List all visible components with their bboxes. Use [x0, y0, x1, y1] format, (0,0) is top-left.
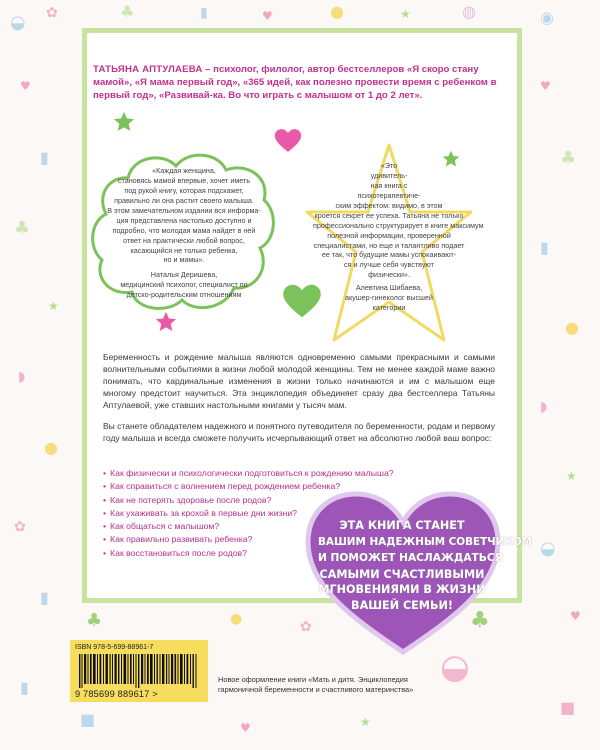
- gift-icon: ■: [560, 698, 576, 717]
- quote-text: [313, 161, 484, 280]
- quote-author-role: акушер-гинеколог высшей: [345, 293, 433, 303]
- quote-line: специалистами, но еще и талантливо подает: [313, 240, 465, 250]
- bottle-icon: ▮: [40, 148, 49, 167]
- ball-icon: ◉: [540, 8, 554, 27]
- sock-icon: ◗: [18, 369, 26, 385]
- star-tiny-icon: ★: [360, 715, 371, 729]
- onesie-icon: ♣: [120, 2, 135, 21]
- right-quote: [313, 161, 484, 313]
- bullet-icon: •: [103, 481, 107, 492]
- quote-line: психотерапевтиче-: [357, 190, 421, 200]
- author-name: ТАТЬЯНА АПТУЛАЕВА: [93, 64, 203, 75]
- star-icon: [113, 111, 135, 133]
- quote-line: физически».: [368, 270, 410, 280]
- slogan-line: ЭТА КНИГА СТАНЕТ: [339, 519, 465, 532]
- author-bio-text: – психолог, филолог, автор бестселлеров «Я скоро стану мамой», «Я мама первый год», «365 идей, как полезно провести время с ребенком в первый год», «Развивай-ка. Во что играть с малышом от 1 до 2 лет».: [93, 64, 497, 102]
- slogan-line: И ПОМОЖЕТ НАСЛАЖДАТЬСЯ: [318, 552, 503, 564]
- duck-icon: ●: [44, 438, 58, 457]
- heart-small-icon: ♥: [262, 9, 273, 23]
- quote-line: ответ на практически любой вопрос,: [123, 235, 245, 245]
- quote-line: касающийся не только ребенка,: [130, 245, 238, 255]
- quote-line: полезной информации, проверенной: [327, 230, 451, 240]
- heart-small-icon: ♥: [540, 79, 551, 93]
- gift-icon: ■: [80, 710, 96, 729]
- quote-line: «Это: [380, 161, 398, 170]
- quote-line: ее так, что будущие мамы успокаивают-: [321, 250, 457, 260]
- slogan-line: ВАШИМ НАДЕЖНЫМ СОВЕТЧИКОМ: [318, 535, 533, 548]
- bullet-icon: •: [103, 547, 107, 558]
- rattle-icon: ✿: [14, 519, 26, 535]
- description-paragraph: Вы станете обладателем надежного и понятного путеводителя по беременности, родам и первому году малыша и всегда сможете получить исчерпывающий ответ на абсолютно любой ваш вопрос:: [103, 421, 495, 444]
- bottle-icon: ▮: [40, 588, 49, 607]
- author-bio: [93, 63, 508, 102]
- bullet-icon: •: [103, 468, 107, 478]
- duck-icon: ●: [330, 2, 344, 21]
- bib-icon: ◍: [462, 2, 476, 21]
- isbn-block: [70, 640, 208, 702]
- duck-icon: ●: [230, 611, 243, 627]
- quote-author-role: детско-родительским отношениям: [126, 290, 242, 300]
- star-tiny-icon: ★: [48, 299, 59, 313]
- left-quote: [103, 166, 265, 300]
- question-text: Как восстановиться после родов?: [110, 547, 247, 558]
- quote-line: кроется секрет ее успеха. Татьяна не только: [314, 210, 464, 220]
- quote-line: ция представлена настолько доступно и: [116, 215, 252, 225]
- rattle-icon: ✿: [46, 5, 58, 21]
- onesie-icon: ♣: [470, 608, 490, 633]
- quote-line: правильно ли она растит своего малыша.: [114, 195, 254, 205]
- question-text: Как ухаживать за крохой в первые дни жизни?: [110, 507, 298, 518]
- barcode-icon: [77, 654, 201, 688]
- duck-icon: ●: [565, 318, 579, 337]
- bottle-icon: ▮: [200, 5, 208, 21]
- rattle-icon: ✿: [300, 619, 312, 635]
- carriage-icon: ◒: [540, 538, 556, 559]
- bullet-icon: •: [103, 507, 107, 518]
- quote-line: но и мамы».: [163, 255, 205, 265]
- list-item: [103, 467, 473, 480]
- quote-text: [103, 166, 265, 265]
- bullet-icon: •: [103, 494, 107, 505]
- onesie-icon: ♣: [560, 148, 577, 169]
- quote-line: становясь мамой впервые, хочет иметь: [117, 175, 251, 185]
- design-credit: Новое оформление книги «Мать и дитя. Энциклопедия гармоничной беременности и счастливого материнства»: [218, 675, 414, 694]
- carriage-icon: ◒: [440, 647, 470, 687]
- quote-author: Алевтина Шибаева,: [355, 283, 423, 293]
- quote-line: профессионально структурирует в книге максимум: [313, 220, 484, 230]
- quote-line: В этом замечательном издании вся информа-: [107, 205, 261, 215]
- quote-line: подробно, что молодая мама найдет в ней: [112, 225, 256, 235]
- quote-line: ная книга с: [370, 180, 408, 190]
- question-text: Как справиться с волнением перед рождением ребенка?: [110, 481, 341, 492]
- bullet-icon: •: [103, 534, 107, 545]
- heart-slogan: [318, 518, 533, 613]
- onesie-icon: ♣: [14, 218, 31, 239]
- bullet-icon: •: [103, 521, 107, 532]
- bottle-icon: ▮: [20, 678, 29, 697]
- isbn-label: ISBN 978-5-699-88961-7: [75, 644, 154, 651]
- quote-author-role: категории: [372, 303, 406, 313]
- heart-small-icon: ♥: [570, 609, 581, 623]
- question-text: Как физически и психологически подготовиться к рождению малыша?: [110, 468, 394, 478]
- heart-icon: [274, 128, 302, 153]
- question-text: Как правильно развивать ребенка?: [110, 534, 253, 545]
- bottle-icon: ▮: [540, 238, 549, 257]
- quote-line: под рукой книгу, которая подскажет,: [124, 185, 244, 195]
- quote-line: ским эффектом: видимо, в этом: [335, 200, 443, 210]
- sock-icon: ◗: [540, 399, 548, 415]
- onesie-icon: ♣: [86, 610, 103, 631]
- description-paragraph: Беременность и рождение малыша являются одновременно самыми прекрасными и самыми волнительными событиями в жизни любой молодой женщины. Тем не менее каждой маме важно понимать, что кардинальные изменения в жизни только начинаются и им с малышом еще многому предстоит научиться. Эта энциклопедия объединяет сразу два бестселлера Татьяны Аптулаевой, уже ставших настольными книгами у тысяч мам.: [103, 352, 495, 411]
- carriage-icon: ◒: [10, 12, 26, 33]
- slogan-line: САМЫМИ СЧАСТЛИВЫМИ: [319, 567, 485, 581]
- slogan-line: ВАШЕЙ СЕМЬИ!: [351, 598, 453, 612]
- heart-small-icon: ♥: [240, 721, 251, 735]
- quote-author-role: медицинский психолог, специалист по: [120, 280, 248, 290]
- star-tiny-icon: ★: [400, 7, 411, 21]
- slogan-line: МГНОВЕНИЯМИ В ЖИЗНИ: [318, 583, 486, 596]
- quote-signature: [103, 270, 265, 300]
- question-text: Как общаться с малышом?: [110, 521, 220, 532]
- quote-line: удивитель-: [370, 170, 408, 180]
- quote-line: «Каждая женщина,: [152, 166, 216, 175]
- question-text: Как не потерять здоровье после родов?: [110, 494, 272, 505]
- quote-line: ся и лучше себя чувствуют: [344, 260, 434, 270]
- quote-signature: [313, 283, 465, 313]
- heart-small-icon: ♥: [20, 79, 31, 93]
- star-tiny-icon: ★: [566, 469, 577, 483]
- quote-author: Наталья Деришева,: [150, 270, 218, 280]
- isbn-digits: 9 785699 889617 >: [75, 689, 158, 699]
